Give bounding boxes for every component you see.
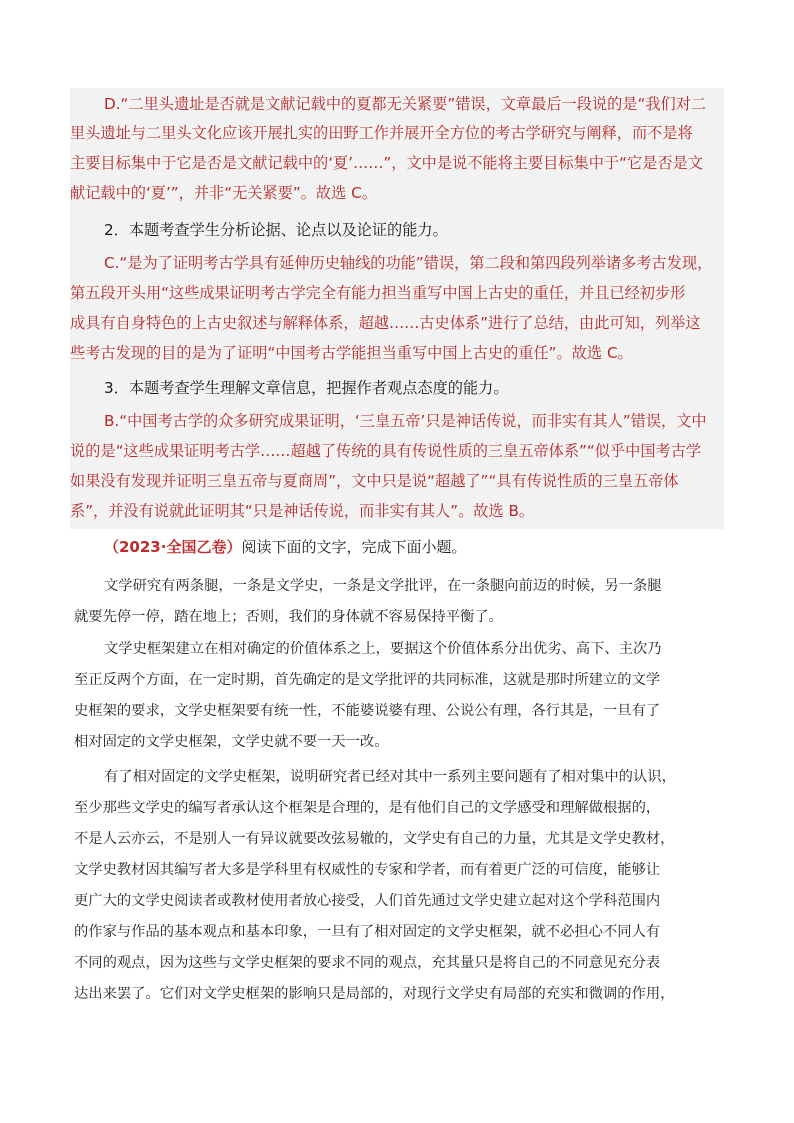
- answer-b-line-2: 说的是“这些成果证明考古学……超越了传统的具有传说性质的三皇五帝体系”“似乎中国考古学: [70, 442, 702, 460]
- passage-line-8: 至少那些文学史的编写者承认这个框架是合理的，是有他们自己的文学感受和理解做根据的，: [74, 800, 661, 816]
- answer-d-line-3: 主要目标集中于它是否是文献记载中的‘夏’……”，文中是说不能将主要目标集中于“它是否是文: [70, 154, 703, 172]
- passage-line-5: 史框架的要求，文学史框架要有统一性，不能婆说婆有理、公说公有理，各行其是，一旦有了: [74, 703, 661, 719]
- answer-b-line-3: 如果没有发现并证明三皇五帝与夏商周”，文中只是说“超越了”“具有传说性质的三皇五帝体: [70, 472, 679, 490]
- question-2-title: 2．本题考查学生分析论据、论点以及论证的能力。: [104, 221, 448, 239]
- answer-b-line-4: 系”，并没有说就此证明其“只是神话传说，而非实有其人”。故选 B。: [70, 502, 535, 520]
- passage-line-12: 的作家与作品的基本观点和基本印象，一旦有了相对固定的文学史框架，就不必担心不同人有: [74, 924, 661, 940]
- answer-c-line-4: 些考古发现的目的是为了证明“中国考古学能担当重写中国上古史的重任”。故选 C。: [70, 344, 633, 362]
- answer-d-line-2: 里头遗址与二里头文化应该开展扎实的田野工作并展开全方位的考古学研究与阐释，而不是将: [70, 124, 693, 142]
- passage-line-4: 至正反两个方面，在一定时期，首先确定的是文学批评的共同标准，这就是那时所建立的文学: [74, 672, 661, 688]
- answer-c-line-3: 成具有自身特色的上古史叙述与解释体系，超越……古史体系”进行了总结，由此可知，列举这: [70, 314, 701, 332]
- question-instruction: 阅读下面的文字，完成下面小题。: [241, 538, 467, 556]
- question-heading: [104, 534, 466, 560]
- passage-line-1: 文学研究有两条腿，一条是文学史，一条是文学批评，在一条腿向前迈的时候，另一条腿: [104, 578, 662, 594]
- passage-line-13: 不同的观点，因为这些与文学史框架的要求不同的观点，充其量只是将自己的不同意见充分表: [74, 955, 661, 971]
- passage-line-6: 相对固定的文学史框架，文学史就不要一天一改。: [74, 734, 389, 750]
- question-3-title: 3．本题考查学生理解文章信息，把握作者观点态度的能力。: [104, 379, 509, 397]
- answer-b-line-1: B.“中国考古学的众多研究成果证明，‘三皇五帝’只是神话传说，而非实有其人”错误，文中: [104, 412, 707, 430]
- passage-line-11: 更广大的文学史阅读者或教材使用者放心接受，人们首先通过文学史建立起对这个学科范围内: [74, 893, 661, 909]
- answer-d-line-1: D.“二里头遗址是否就是文献记载中的夏都无关紧要”错误，文章最后一段说的是“我们对二: [104, 95, 707, 113]
- answer-c-line-1: C.“是为了证明考古学具有延伸历史轴线的功能”错误，第二段和第四段列举诸多考古发现，: [104, 254, 713, 272]
- passage-line-14: 达出来罢了。它们对文学史框架的影响只是局部的，对现行文学史有局部的充实和微调的作用，: [74, 986, 675, 1002]
- question-source: （2023·全国乙卷）: [104, 538, 242, 556]
- answer-c-line-2: 第五段开头用“这些成果证明考古学完全有能力担当重写中国上古史的重任，并且已经初步形: [70, 284, 686, 302]
- passage-line-9: 不是人云亦云，不是别人一有异议就要改弦易辙的，文学史有自己的力量，尤其是文学史教材，: [74, 831, 675, 847]
- passage-line-10: 文学史教材因其编写者大多是学科里有权威性的专家和学者，而有着更广泛的可信度，能够让: [74, 862, 661, 878]
- passage-line-7: 有了相对固定的文学史框架，说明研究者已经对其中一系列主要问题有了相对集中的认识，: [104, 769, 676, 785]
- answer-d-line-4: 献记载中的‘夏’”，并非“无关紧要”。故选 C。: [70, 184, 377, 202]
- passage-line-2: 就要先停一停，踏在地上；否则，我们的身体就不容易保持平衡了。: [74, 609, 503, 625]
- passage-line-3: 文学史框架建立在相对确定的价值体系之上，要据这个价值体系分出优劣、高下、主次乃: [104, 641, 662, 657]
